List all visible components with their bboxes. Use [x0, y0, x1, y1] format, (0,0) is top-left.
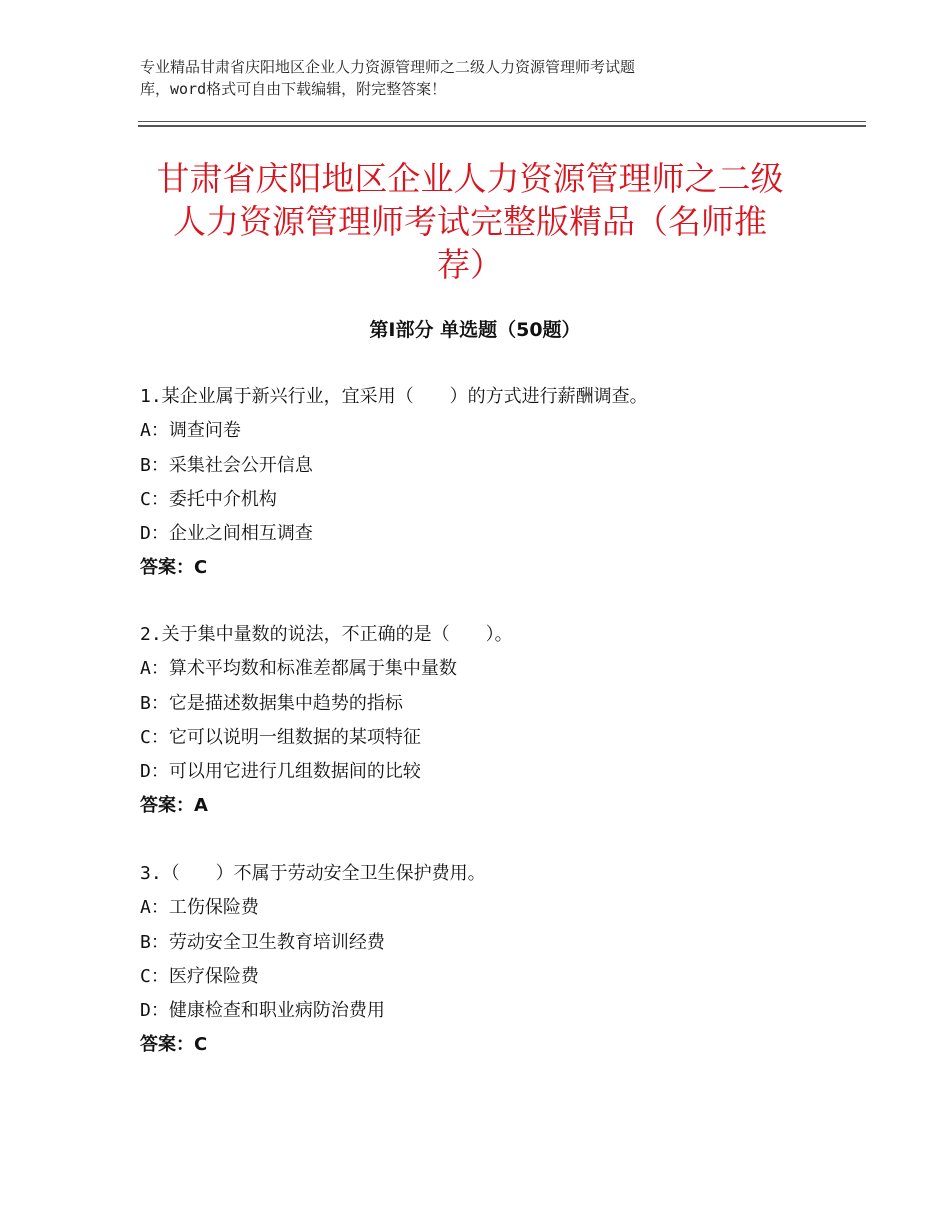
question-2	[140, 618, 840, 824]
option-d: D：健康检查和职业病防治费用	[140, 1000, 385, 1022]
question-stem: 1.某企业属于新兴行业，宜采用（ ）的方式进行薪酬调查。	[140, 386, 648, 407]
option-d: D：企业之间相互调查	[140, 523, 313, 545]
document-title-line-2: 人力资源管理师考试完整版精品（名师推	[173, 202, 767, 241]
header-note	[140, 56, 780, 100]
question-stem: 3.（ ）不属于劳动安全卫生保护费用。	[140, 863, 486, 884]
header-rule-thick	[138, 125, 866, 127]
question-3	[140, 857, 840, 1063]
option-b: B：劳动安全卫生教育培训经费	[140, 931, 385, 953]
question-1	[140, 380, 840, 586]
header-note-line-2: 库，word格式可自由下载编辑，附完整答案！	[140, 80, 447, 98]
question-stem: 2.关于集中量数的说法，不正确的是（ ）。	[140, 624, 513, 645]
answer-key: 答案：C	[140, 557, 208, 579]
section-heading: 第Ⅰ部分 单选题（50题）	[369, 319, 581, 341]
header-note-line-1: 专业精品甘肃省庆阳地区企业人力资源管理师之二级人力资源管理师考试题	[140, 58, 636, 76]
answer-key: 答案：C	[140, 1034, 208, 1056]
document-title-line-1: 甘肃省庆阳地区企业人力资源管理师之二级	[156, 159, 784, 198]
option-c: C：医疗保险费	[140, 965, 259, 987]
option-c: C：委托中介机构	[140, 488, 277, 510]
option-c: C：它可以说明一组数据的某项特征	[140, 726, 421, 748]
answer-key: 答案：A	[140, 795, 208, 817]
option-a: A：算术平均数和标准差都属于集中量数	[140, 658, 457, 680]
document-title-line-3: 荐）	[437, 245, 503, 284]
option-a: A：调查问卷	[140, 420, 241, 442]
option-b: B：它是描述数据集中趋势的指标	[140, 692, 403, 714]
header-rule-thin	[138, 121, 866, 122]
option-a: A：工伤保险费	[140, 897, 259, 919]
document-title	[100, 157, 840, 286]
option-d: D：可以用它进行几组数据间的比较	[140, 761, 421, 783]
option-b: B：采集社会公开信息	[140, 454, 313, 476]
